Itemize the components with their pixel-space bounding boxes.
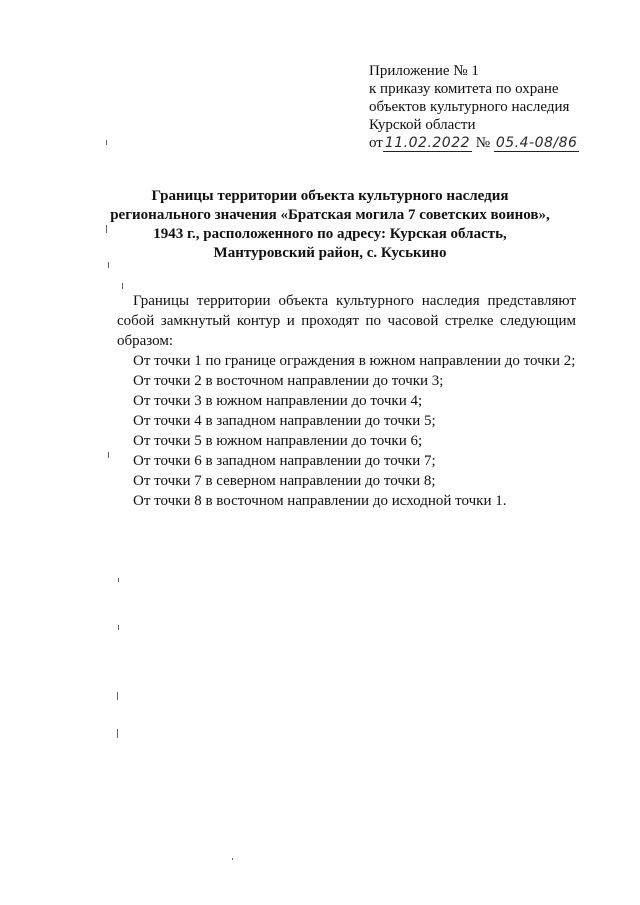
order-date-field <box>383 136 472 152</box>
boundary-point: От точки 8 в восточном направлении до исходной точки 1. <box>133 493 507 509</box>
title-line: Границы территории объекта культурного наследия <box>151 188 509 204</box>
scan-artifact <box>118 625 119 630</box>
order-date-number <box>369 134 609 152</box>
document-body <box>117 291 576 511</box>
scan-artifact <box>108 452 109 458</box>
boundary-point: От точки 1 по границе ограждения в южном направлении до точки 2; <box>133 353 576 369</box>
boundary-point: От точки 6 в западном направлении до точки 7; <box>133 453 436 469</box>
from-label: от <box>369 135 383 151</box>
appendix-line: Курской области <box>369 117 476 133</box>
boundary-point: От точки 5 в южном направлении до точки 6; <box>133 433 423 449</box>
boundary-point: От точки 4 в западном направлении до точки 5; <box>133 413 436 429</box>
number-label: № <box>475 135 491 151</box>
scan-artifact <box>117 692 118 700</box>
scan-artifact <box>122 283 123 289</box>
appendix-line: к приказу комитета по охране <box>369 81 559 97</box>
document-title <box>90 187 570 263</box>
boundary-point: От точки 2 в восточном направлении до точки 3; <box>133 373 444 389</box>
title-line: Мантуровский район, с. Куськино <box>213 245 447 261</box>
order-date: 11.02.2022 <box>384 135 471 151</box>
scan-artifact <box>118 578 119 582</box>
order-number: 05.4-08/86 <box>495 135 578 151</box>
appendix-title: Приложение № 1 <box>369 63 479 79</box>
order-number-field <box>494 136 580 152</box>
scan-artifact <box>106 140 107 145</box>
appendix-header <box>369 62 609 152</box>
scan-artifact <box>232 858 233 860</box>
scan-artifact <box>117 729 118 738</box>
boundary-point: От точки 3 в южном направлении до точки 4; <box>133 393 423 409</box>
intro-paragraph: Границы территории объекта культурного наследия представляют собой замкнутый контур и проходят по часовой стрелке следующим образом: <box>117 293 576 349</box>
boundary-point: От точки 7 в северном направлении до точки 8; <box>133 473 436 489</box>
appendix-line: объектов культурного наследия <box>369 99 570 115</box>
title-line: 1943 г., расположенного по адресу: Курская область, <box>153 226 507 242</box>
title-line: регионального значения «Братская могила 7 советских воинов», <box>110 207 550 223</box>
